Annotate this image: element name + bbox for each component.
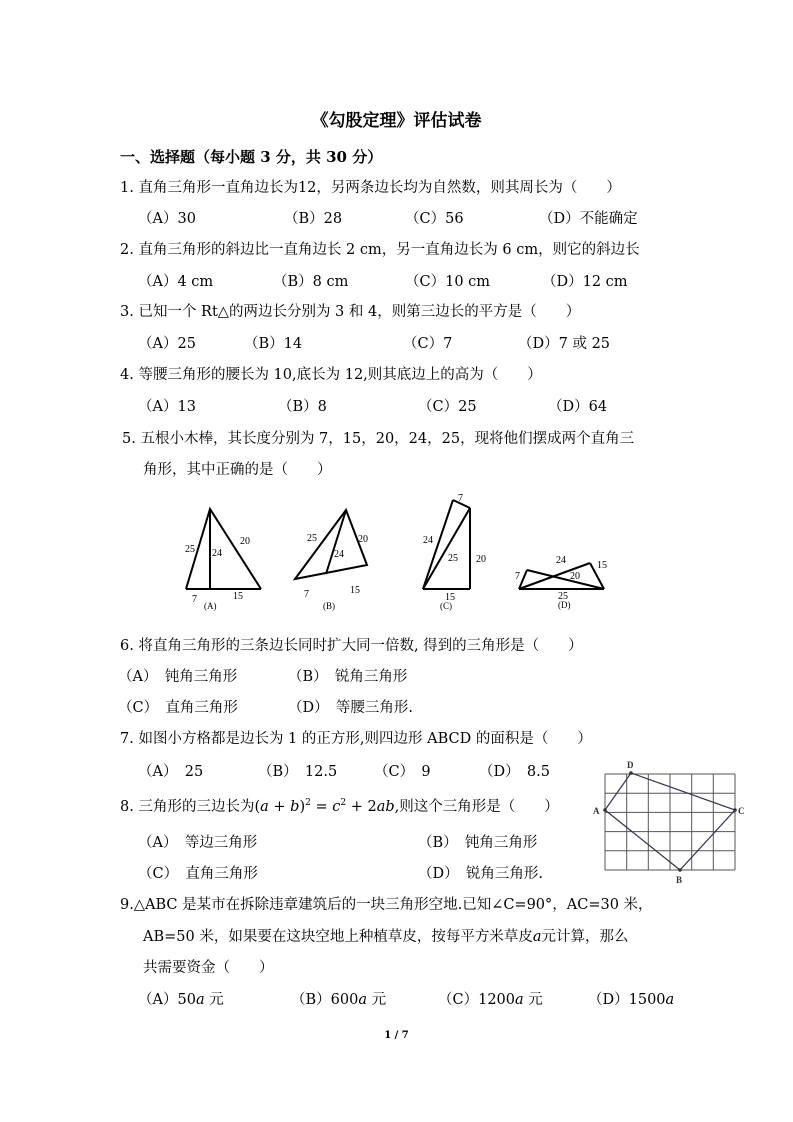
figure-d-label-25: 25 bbox=[558, 591, 568, 602]
figure-c-label-24: 24 bbox=[423, 535, 433, 546]
figure-a-label-7: 7 bbox=[192, 594, 197, 605]
figure-c-caption: (C) bbox=[440, 601, 452, 611]
q8-formula: $(a + b)^2 = c^2 + 2ab$ bbox=[254, 798, 395, 815]
q1-option-d: （D）不能确定 bbox=[539, 211, 638, 227]
q8-stem-pre: 8. 三角形的三边长为 bbox=[120, 799, 255, 815]
q2-option-b: （B）8 cm bbox=[273, 274, 349, 290]
q2-option-a: （A）4 cm bbox=[138, 274, 214, 290]
figure-b-label-15: 15 bbox=[350, 585, 360, 596]
question-9-line-1: 9.△ABC 是某市在拆除违章建筑后的一块三角形空地.已知∠C=90°，AC=30 米， bbox=[120, 897, 653, 913]
grid-lines bbox=[605, 774, 735, 870]
label-c: C bbox=[738, 806, 745, 816]
q8-option-a: （A） 等边三角形 bbox=[138, 835, 258, 851]
label-b: B bbox=[676, 875, 683, 885]
q8-option-d: （D） 锐角三角形. bbox=[418, 866, 543, 882]
figure-b-inner bbox=[326, 510, 346, 574]
q7-option-a: （A） 25 bbox=[138, 764, 204, 780]
q9-option-c: （C）1200a 元 bbox=[438, 992, 543, 1008]
question-4: 4. 等腰三角形的腰长为 10,底长为 12,则其底边上的高为（ ） bbox=[120, 367, 542, 383]
figure-d-label-15: 15 bbox=[597, 560, 607, 571]
q6-option-d: （D） 等腰三角形. bbox=[288, 700, 413, 716]
q1-option-c: （C）56 bbox=[405, 211, 464, 227]
figure-d-label-24: 24 bbox=[556, 555, 566, 566]
figure-a-caption: (A) bbox=[204, 601, 217, 611]
q9-line2-post: 元计算，那么 bbox=[541, 929, 629, 945]
q8-option-c: （C） 直角三角形 bbox=[138, 866, 258, 882]
q9-line2-pre: AB=50 米，如果要在这块空地上种植草皮，按每平方米草皮 bbox=[143, 929, 533, 945]
question-9-line-3: 共需要资金（ ） bbox=[143, 960, 274, 976]
q4-option-b: （B）8 bbox=[278, 399, 327, 415]
q7-option-d: （D） 8.5 bbox=[479, 764, 550, 780]
label-a: A bbox=[593, 806, 600, 816]
question-9-line-2 bbox=[143, 925, 629, 946]
q1-option-a: （A）30 bbox=[138, 211, 196, 227]
question-1: 1. 直角三角形一直角边长为12，另两条边长均为自然数，则其周长为（ ） bbox=[120, 180, 621, 196]
figure-d-label-20: 20 bbox=[570, 571, 580, 582]
question-2: 2. 直角三角形的斜边比一直角边长 2 cm，另一直角边长为 6 cm，则它的斜边长 bbox=[120, 242, 640, 258]
figure-a-label-20: 20 bbox=[240, 536, 250, 547]
label-d: D bbox=[627, 760, 634, 770]
q7-grid-figure bbox=[588, 756, 748, 886]
q6-option-a: （A） 钝角三角形 bbox=[118, 669, 238, 685]
q8-stem-post: ,则这个三角形是（ ） bbox=[394, 799, 559, 815]
q3-option-c: （C）7 bbox=[403, 336, 453, 352]
question-7: 7. 如图小方格都是边长为 1 的正方形,则四边形 ABCD 的面积是（ ） bbox=[120, 731, 592, 747]
figure-d-caption: (D) bbox=[558, 600, 571, 610]
point-a bbox=[603, 808, 607, 812]
figure-b-label-20: 20 bbox=[358, 534, 368, 545]
figure-a-label-24: 24 bbox=[212, 548, 222, 559]
page-number: 1 / 7 bbox=[384, 1030, 409, 1041]
q1-option-b: （B）28 bbox=[284, 211, 343, 227]
q3-option-b: （B）14 bbox=[244, 336, 303, 352]
q9-option-d: （D）1500a bbox=[588, 992, 675, 1008]
q9-variable: a bbox=[532, 929, 542, 945]
q8-option-b: （B） 钝角三角形 bbox=[418, 835, 538, 851]
figure-c-label-7: 7 bbox=[458, 493, 463, 504]
figure-c-label-20: 20 bbox=[476, 554, 486, 565]
figure-b-label-24: 24 bbox=[334, 549, 344, 560]
point-c bbox=[733, 808, 737, 812]
figure-b-label-25: 25 bbox=[307, 533, 317, 544]
question-5-line-2: 角形，其中正确的是（ ） bbox=[143, 462, 332, 478]
question-5-line-1: 5. 五根小木棒，其长度分别为 7，15，20，24，25，现将他们摆成两个直角三 bbox=[122, 431, 635, 447]
figure-a-sides bbox=[186, 509, 261, 589]
page-title: 《勾股定理》评估试卷 bbox=[311, 111, 482, 131]
question-3: 3. 已知一个 Rt△的两边长分别为 3 和 4，则第三边长的平方是（ ） bbox=[120, 304, 581, 320]
point-d bbox=[629, 771, 633, 775]
q6-option-b: （B） 锐角三角形 bbox=[288, 669, 408, 685]
q6-option-c: （C） 直角三角形 bbox=[118, 700, 238, 716]
figure-a-label-15: 15 bbox=[233, 591, 243, 602]
q2-option-d: （D）12 cm bbox=[542, 274, 628, 290]
q3-option-d: （D）7 或 25 bbox=[518, 336, 611, 352]
figure-d-label-7: 7 bbox=[515, 571, 520, 582]
q4-option-c: （C）25 bbox=[418, 399, 477, 415]
question-8 bbox=[120, 795, 559, 816]
q2-option-c: （C）10 cm bbox=[405, 274, 491, 290]
section-heading: 一、选择题（每小题 3 分，共 30 分） bbox=[120, 148, 383, 166]
figure-c-label-25: 25 bbox=[448, 553, 458, 564]
q4-option-d: （D）64 bbox=[548, 399, 608, 415]
figure-b-label-7: 7 bbox=[304, 589, 309, 600]
figure-b-triangle bbox=[295, 510, 367, 579]
q4-option-a: （A）13 bbox=[138, 399, 196, 415]
figure-a-label-25: 25 bbox=[185, 544, 195, 555]
figure-c-label-15: 15 bbox=[445, 592, 455, 603]
q5-figures bbox=[0, 490, 793, 620]
figure-b-caption: (B) bbox=[323, 601, 335, 611]
point-b bbox=[678, 868, 682, 872]
q7-option-b: （B） 12.5 bbox=[258, 764, 338, 780]
q9-option-b: （B）600a 元 bbox=[291, 992, 387, 1008]
q3-option-a: （A）25 bbox=[138, 336, 196, 352]
q7-option-c: （C） 9 bbox=[374, 764, 431, 780]
q9-option-a: （A）50a 元 bbox=[138, 992, 224, 1008]
question-6: 6. 将直角三角形的三条边长同时扩大同一倍数, 得到的三角形是（ ） bbox=[120, 638, 583, 654]
